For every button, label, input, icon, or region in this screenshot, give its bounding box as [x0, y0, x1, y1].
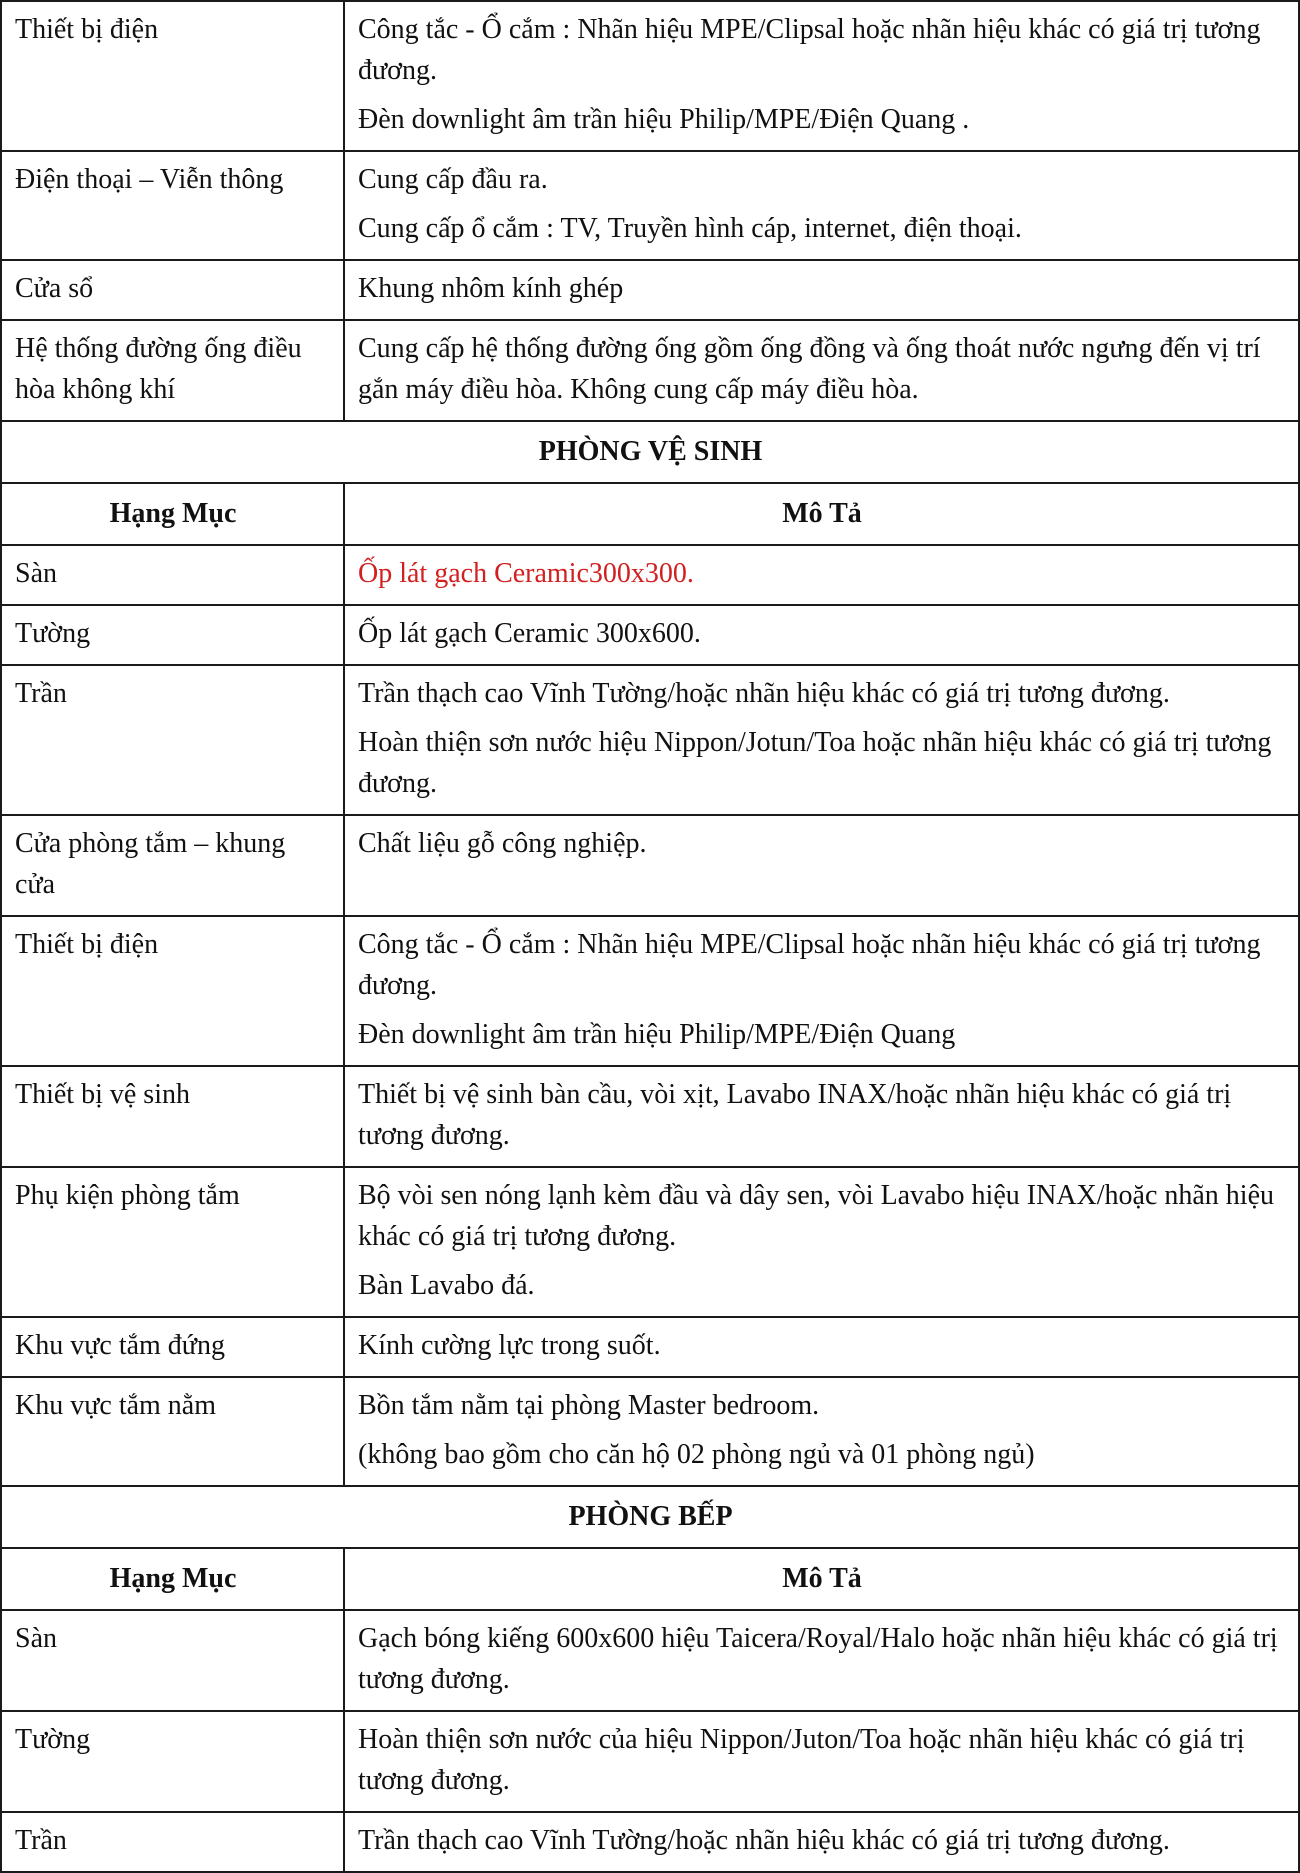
- item-description-cell: [344, 815, 1299, 916]
- description-line: Ốp lát gạch Ceramic 300x600.: [358, 618, 701, 649]
- table-row: [1, 545, 1299, 605]
- description-line: Công tắc - Ổ cắm : Nhãn hiệu MPE/Clipsal hoặc nhãn hiệu khác có giá trị tương đương.: [358, 14, 1261, 86]
- item-name-cell: Phụ kiện phòng tắm: [1, 1167, 344, 1317]
- item-name-cell: Sàn: [1, 1610, 344, 1711]
- item-name-cell: Tường: [1, 1711, 344, 1812]
- description-line: Gạch bóng kiếng 600x600 hiệu Taicera/Royal/Halo hoặc nhãn hiệu khác có giá trị tương đương.: [358, 1623, 1278, 1695]
- item-description-cell: [344, 260, 1299, 320]
- item-description-cell: [344, 1317, 1299, 1377]
- table-row: [1, 665, 1299, 815]
- description-line: Cung cấp hệ thống đường ống gồm ống đồng và ống thoát nước ngưng đến vị trí gắn máy điều hòa. Không cung cấp máy điều hòa.: [358, 333, 1261, 405]
- item-description-cell: [344, 916, 1299, 1066]
- item-description-cell: [344, 151, 1299, 260]
- item-description-cell: [344, 665, 1299, 815]
- item-description-cell: [344, 1066, 1299, 1167]
- column-header-item: Hạng Mục: [1, 483, 344, 545]
- table-row: [1, 916, 1299, 1066]
- column-header-item: Hạng Mục: [1, 1548, 344, 1610]
- item-description-cell: [344, 1812, 1299, 1872]
- section-heading-row: [1, 1486, 1299, 1548]
- item-name-cell: Khu vực tắm nằm: [1, 1377, 344, 1486]
- description-line: Chất liệu gỗ công nghiệp.: [358, 828, 647, 859]
- column-header-row: [1, 483, 1299, 545]
- item-name-cell: Tường: [1, 605, 344, 665]
- table-row: [1, 1812, 1299, 1872]
- table-row: [1, 815, 1299, 916]
- description-line: Bộ vòi sen nóng lạnh kèm đầu và dây sen, vòi Lavabo hiệu INAX/hoặc nhãn hiệu khác có giá trị tương đương.: [358, 1180, 1275, 1252]
- description-line: Hoàn thiện sơn nước hiệu Nippon/Jotun/Toa hoặc nhãn hiệu khác có giá trị tương đương.: [358, 727, 1272, 799]
- item-name-cell: Trần: [1, 665, 344, 815]
- item-name-cell: Khu vực tắm đứng: [1, 1317, 344, 1377]
- item-description-cell: [344, 1, 1299, 151]
- table-row: [1, 1377, 1299, 1486]
- description-line: Cung cấp ổ cắm : TV, Truyền hình cáp, internet, điện thoại.: [358, 213, 1022, 244]
- column-header-row: [1, 1548, 1299, 1610]
- description-line: Bồn tắm nằm tại phòng Master bedroom.: [358, 1390, 820, 1421]
- section-title: PHÒNG BẾP: [1, 1486, 1299, 1548]
- table-row: [1, 1, 1299, 151]
- description-line: Đèn downlight âm trần hiệu Philip/MPE/Điện Quang .: [358, 104, 970, 135]
- table-row: [1, 1066, 1299, 1167]
- specification-table-body: [1, 1, 1299, 1872]
- table-row: [1, 320, 1299, 421]
- table-row: [1, 605, 1299, 665]
- item-name-cell: Hệ thống đường ống điều hòa không khí: [1, 320, 344, 421]
- column-header-description: Mô Tả: [344, 1548, 1299, 1610]
- item-name-cell: Thiết bị vệ sinh: [1, 1066, 344, 1167]
- description-line: Đèn downlight âm trần hiệu Philip/MPE/Điện Quang: [358, 1019, 956, 1050]
- item-name-cell: Thiết bị điện: [1, 1, 344, 151]
- table-row: [1, 1711, 1299, 1812]
- item-description-cell: [344, 320, 1299, 421]
- table-row: [1, 151, 1299, 260]
- item-name-cell: Thiết bị điện: [1, 916, 344, 1066]
- item-description-cell: [344, 545, 1299, 605]
- description-line: Trần thạch cao Vĩnh Tường/hoặc nhãn hiệu khác có giá trị tương đương.: [358, 1825, 1170, 1856]
- item-name-cell: Điện thoại – Viễn thông: [1, 151, 344, 260]
- item-name-cell: Sàn: [1, 545, 344, 605]
- item-description-cell: [344, 1610, 1299, 1711]
- description-line: Cung cấp đầu ra.: [358, 164, 548, 195]
- description-line: Khung nhôm kính ghép: [358, 273, 624, 304]
- table-row: [1, 260, 1299, 320]
- section-heading-row: [1, 421, 1299, 483]
- table-row: [1, 1610, 1299, 1711]
- description-line: Bàn Lavabo đá.: [358, 1270, 535, 1301]
- item-description-cell: [344, 605, 1299, 665]
- table-row: [1, 1167, 1299, 1317]
- description-line: Ốp lát gạch Ceramic300x300.: [358, 558, 694, 589]
- description-line: Trần thạch cao Vĩnh Tường/hoặc nhãn hiệu khác có giá trị tương đương.: [358, 678, 1170, 709]
- description-line: (không bao gồm cho căn hộ 02 phòng ngủ và 01 phòng ngủ): [358, 1439, 1035, 1470]
- description-line: Hoàn thiện sơn nước của hiệu Nippon/Juton/Toa hoặc nhãn hiệu khác có giá trị tương đương.: [358, 1724, 1245, 1796]
- item-description-cell: [344, 1167, 1299, 1317]
- description-line: Kính cường lực trong suốt.: [358, 1330, 661, 1361]
- description-line: Công tắc - Ổ cắm : Nhãn hiệu MPE/Clipsal hoặc nhãn hiệu khác có giá trị tương đương.: [358, 929, 1261, 1001]
- description-line: Thiết bị vệ sinh bàn cầu, vòi xịt, Lavabo INAX/hoặc nhãn hiệu khác có giá trị tương đương.: [358, 1079, 1232, 1151]
- item-description-cell: [344, 1377, 1299, 1486]
- section-title: PHÒNG VỆ SINH: [1, 421, 1299, 483]
- item-name-cell: Cửa sổ: [1, 260, 344, 320]
- item-name-cell: Cửa phòng tắm – khung cửa: [1, 815, 344, 916]
- table-row: [1, 1317, 1299, 1377]
- column-header-description: Mô Tả: [344, 483, 1299, 545]
- item-name-cell: Trần: [1, 1812, 344, 1872]
- item-description-cell: [344, 1711, 1299, 1812]
